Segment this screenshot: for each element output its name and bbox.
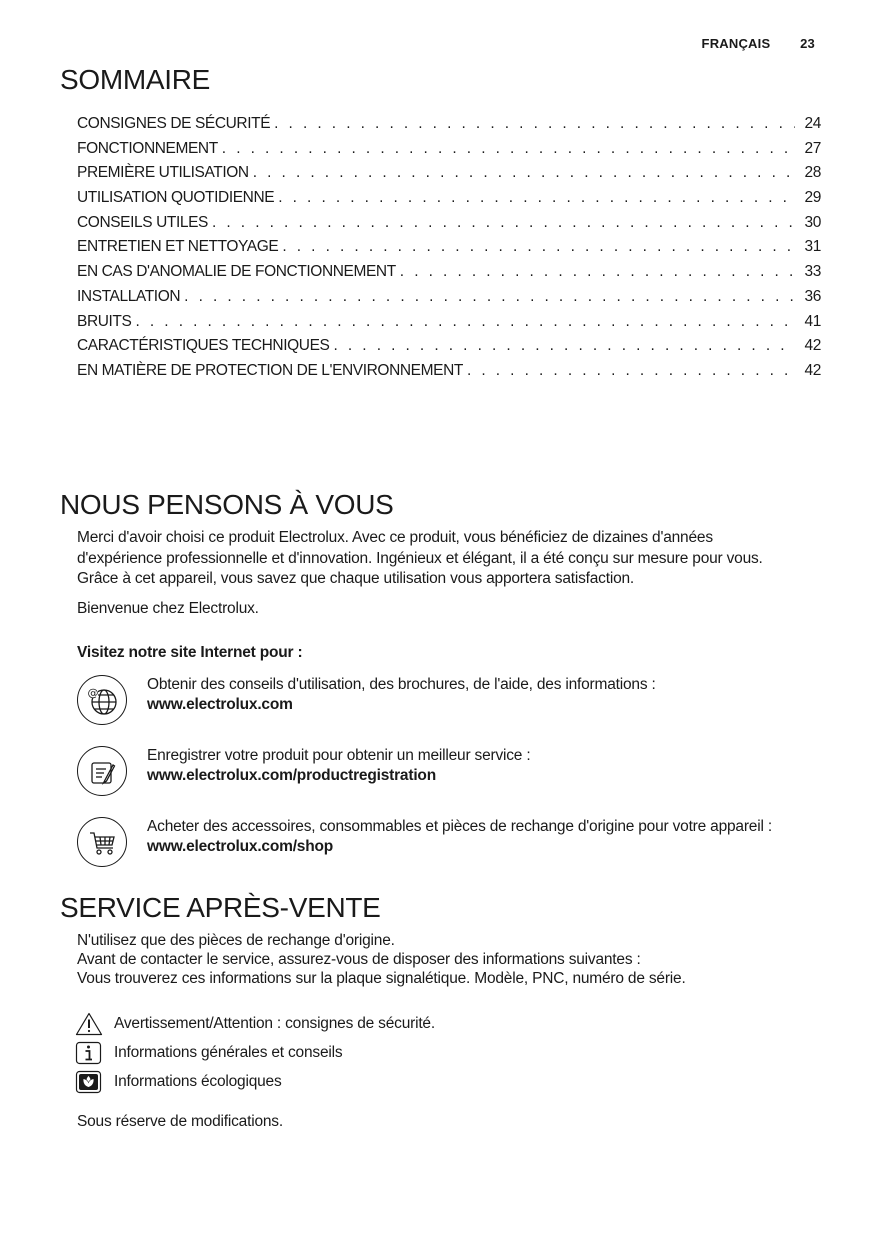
- toc-entry[interactable]: [77, 164, 821, 189]
- warning-icon: [75, 1012, 103, 1036]
- toc-entry-page: 41: [804, 312, 821, 330]
- toc-entry-title: PREMIÈRE UTILISATION: [77, 164, 249, 182]
- visit-item-text-block: [147, 675, 797, 715]
- toc-leader-dots: [400, 263, 795, 281]
- toc-leader-dots: [184, 288, 795, 306]
- contents-title: SOMMAIRE: [60, 64, 211, 95]
- toc-entry-title: INSTALLATION: [77, 287, 181, 305]
- toc-entry-title: BRUITS: [77, 312, 132, 330]
- toc-entry-title: FONCTIONNEMENT: [77, 139, 218, 157]
- toc-leader-dots: [467, 362, 795, 380]
- eco-icon: [75, 1070, 103, 1094]
- toc-leader-dots: [278, 189, 795, 207]
- toc-entry-page: 42: [804, 361, 821, 379]
- service-line: N'utilisez que des pièces de rechange d'origine.: [77, 932, 395, 949]
- toc-leader-dots: [274, 115, 795, 133]
- web-globe-icon: [77, 675, 127, 725]
- toc-entry-title: UTILISATION QUOTIDIENNE: [77, 189, 275, 207]
- toc-entry[interactable]: [77, 313, 821, 338]
- toc-entry-title: CONSEILS UTILES: [77, 213, 208, 231]
- toc-entry-title: CONSIGNES DE SÉCURITÉ: [77, 115, 271, 132]
- toc-leader-dots: [212, 214, 795, 232]
- toc-entry[interactable]: [77, 337, 821, 362]
- electrolux-link[interactable]: www.electrolux.com: [147, 696, 293, 713]
- toc-entry-title: EN MATIÈRE DE PROTECTION DE L'ENVIRONNEMENT: [77, 361, 463, 379]
- shop-link[interactable]: www.electrolux.com/shop: [147, 838, 334, 855]
- service-line: Avant de contacter le service, assurez-vous de disposer des informations suivantes :: [77, 951, 641, 968]
- toc-entry[interactable]: [77, 189, 821, 214]
- legend-text: Informations écologiques: [114, 1073, 282, 1090]
- toc-entry-page: 31: [804, 238, 821, 256]
- toc-entry[interactable]: [77, 238, 821, 263]
- toc-entry-page: 36: [804, 287, 821, 305]
- toc-leader-dots: [282, 238, 795, 256]
- toc-entry-title: EN CAS D'ANOMALIE DE FONCTIONNEMENT: [77, 263, 396, 281]
- toc-leader-dots: [253, 164, 795, 182]
- visit-heading: Visitez notre site Internet pour :: [77, 644, 303, 661]
- welcome-text: Bienvenue chez Electrolux.: [77, 600, 259, 617]
- visit-item-text-block: [147, 746, 797, 786]
- toc-entry[interactable]: [77, 362, 821, 387]
- registration-form-icon: [77, 746, 127, 796]
- footer-note: Sous réserve de modifications.: [77, 1113, 283, 1130]
- toc-entry-page: 28: [804, 164, 821, 182]
- toc-leader-dots: [222, 140, 795, 158]
- toc-leader-dots: [135, 313, 795, 331]
- shopping-cart-icon: [77, 817, 127, 867]
- visit-item-description: Acheter des accessoires, consommables et pièces de rechange d'origine pour votre appareil :: [147, 818, 772, 835]
- visit-item-text-block: [147, 817, 797, 857]
- toc-entry[interactable]: [77, 263, 821, 288]
- product-registration-link[interactable]: www.electrolux.com/productregistration: [147, 767, 436, 784]
- toc-entry-page: 30: [804, 213, 821, 231]
- toc-entry[interactable]: [77, 115, 821, 140]
- visit-item-description: Enregistrer votre produit pour obtenir un meilleur service :: [147, 747, 531, 764]
- service-line: Vous trouverez ces informations sur la plaque signalétique. Modèle, PNC, numéro de série.: [77, 970, 686, 987]
- page-number: 23: [800, 36, 815, 51]
- toc-entry-title: CARACTÉRISTIQUES TECHNIQUES: [77, 337, 330, 355]
- legend-text: Informations générales et conseils: [114, 1044, 343, 1061]
- toc-entry-page: 42: [804, 337, 821, 355]
- toc-entry-page: 24: [804, 115, 821, 132]
- toc-leader-dots: [333, 337, 795, 355]
- toc-entry[interactable]: [77, 140, 821, 165]
- page-header: [702, 36, 815, 51]
- info-icon: [75, 1041, 103, 1065]
- toc-entry-title: ENTRETIEN ET NETTOYAGE: [77, 238, 279, 256]
- visit-item-description: Obtenir des conseils d'utilisation, des brochures, de l'aide, des informations :: [147, 676, 656, 693]
- toc-entry-page: 33: [804, 263, 821, 281]
- toc-entry-page: 29: [804, 189, 821, 207]
- toc-entry[interactable]: [77, 214, 821, 239]
- legend-text: Avertissement/Attention : consignes de sécurité.: [114, 1015, 435, 1032]
- service-title: SERVICE APRÈS-VENTE: [60, 892, 381, 923]
- svg-text:@: @: [87, 686, 99, 700]
- intro-paragraph: Merci d'avoir choisi ce produit Electrolux. Avec ce produit, vous bénéficiez de dizaines d'années d'expérience professionnelle et d'innovation. Ingénieux et élégant, il a été conçu sur mesure pour vous. Grâce à cet appareil, vous savez que chaque utilisation vous apportera satisfaction.: [77, 529, 763, 587]
- toc-entry[interactable]: [77, 288, 821, 313]
- table-of-contents: [77, 115, 821, 387]
- language-label: FRANÇAIS: [701, 36, 771, 51]
- intro-title: NOUS PENSONS À VOUS: [60, 489, 394, 520]
- toc-entry-page: 27: [804, 139, 821, 157]
